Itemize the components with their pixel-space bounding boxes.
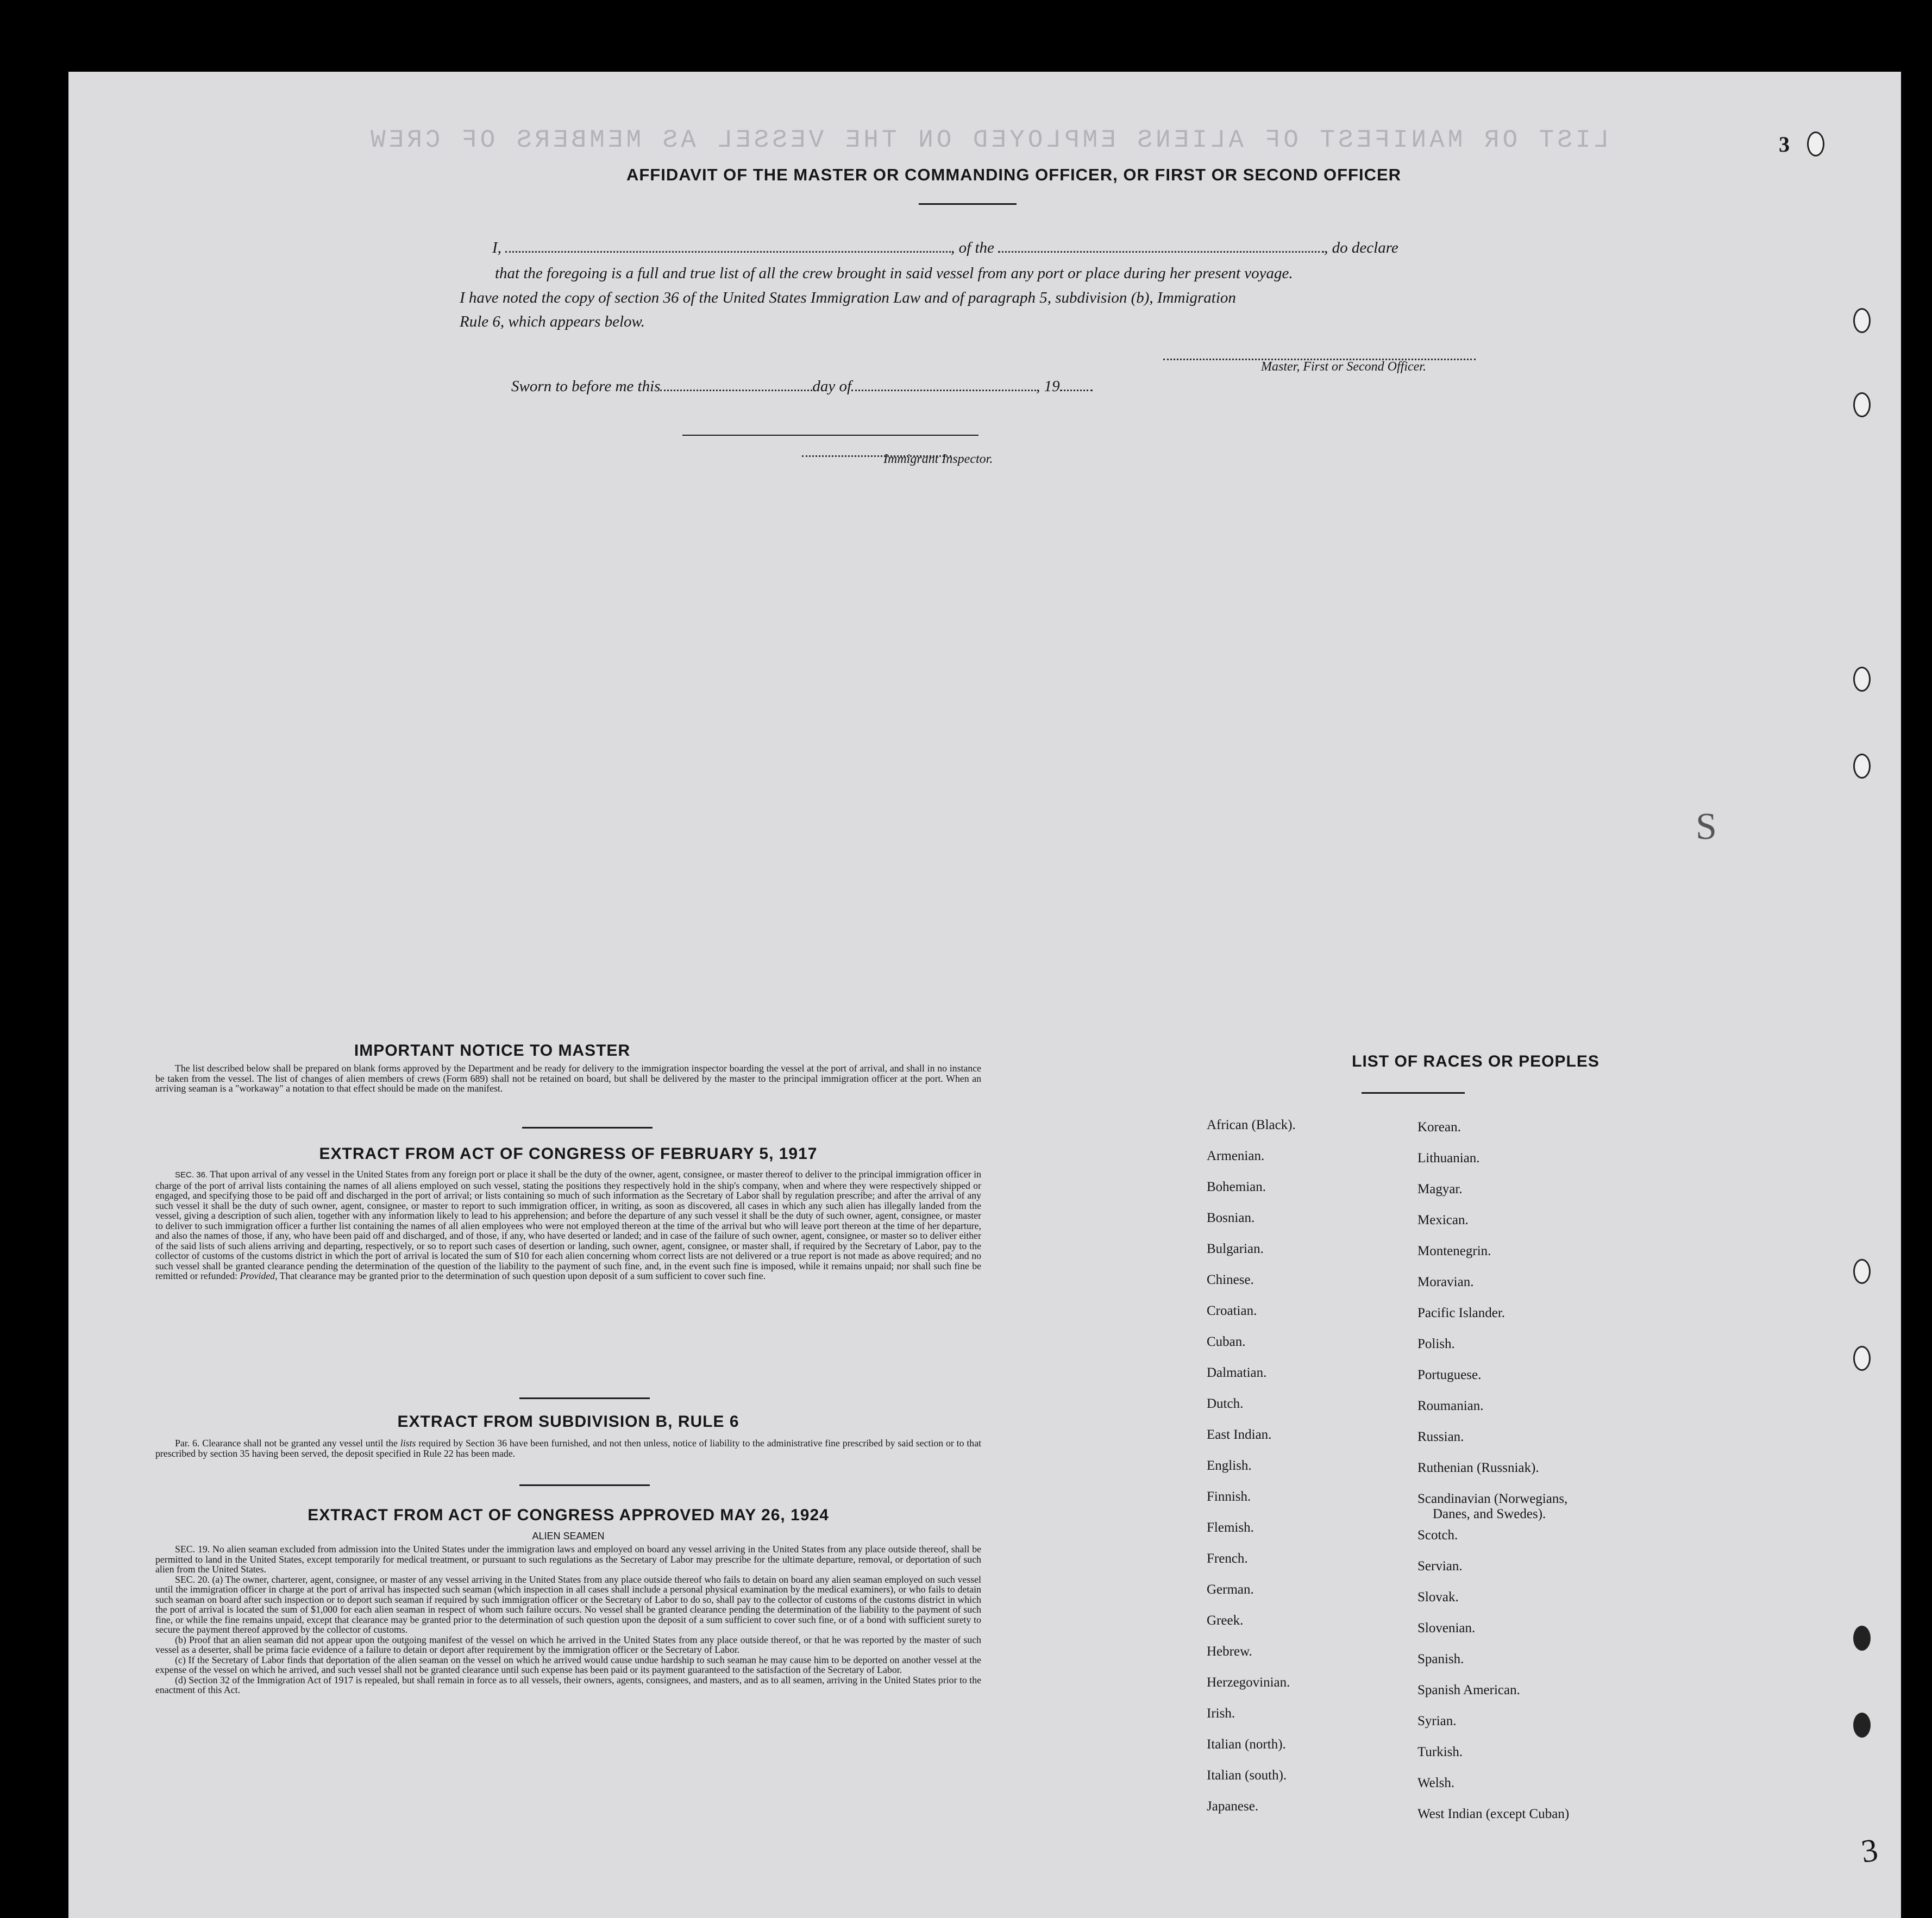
sworn-day-field[interactable] (660, 390, 812, 391)
race-item: West Indian (except Cuban) (1417, 1807, 1570, 1821)
sworn-label: Sworn to before me this (511, 378, 661, 395)
affidavit-statement-2: I have noted the copy of section 36 of the United States Immigration Law and of paragraph 5, subdivision (b), Immigration (460, 289, 1236, 306)
race-item: Spanish American. (1417, 1683, 1520, 1697)
affidavit-statement-3: Rule 6, which appears below. (460, 313, 645, 330)
race-item: Slovak. (1417, 1590, 1459, 1604)
extract-1924-title: EXTRACT FROM ACT OF CONGRESS APPROVED MAY 26, 1924 (308, 1506, 829, 1524)
race-item: Slovenian. (1417, 1621, 1476, 1635)
race-item: Pacific Islander. (1417, 1306, 1506, 1320)
affidavit-title-rule (919, 203, 1017, 205)
sec-20a-text: SEC. 20. (a) The owner, charterer, agent, consignee, or master of any vessel arriving in the United States from any place outside thereof who fails to detain on board any alien seaman employed on such vessel until the immigration officer in charge at the port of arrival has inspected such seaman (which inspection in all cases shall include a personal physical examination by the medical examiners), or who fails to detain such seaman on board after such inspection or to deport such seaman if required by such immigration officer or the Secretary of Labor to do so, shall pay to the collector of customs of the customs district in which the port of arrival is located the sum of $1,000 for each alien seaman in respect of whom such failure occurs. No vessel shall be granted clearance pending the determination of the liability to the payment of such fine, or while the fine remains unpaid, except that clearance may be granted prior to the determination of such question upon the deposit of a sum sufficient to cover such fine, or of a bond with sufficient surety to secure the payment thereof approved by the collector of customs. (155, 1574, 981, 1635)
race-item: Moravian. (1417, 1275, 1474, 1289)
race-item: Mexican. (1417, 1213, 1469, 1227)
race-item: Magyar. (1417, 1182, 1463, 1196)
race-item: East Indian. (1207, 1427, 1272, 1442)
race-item: Montenegrin. (1417, 1244, 1491, 1258)
race-item-line: Danes, and Swedes). (1433, 1507, 1546, 1521)
sworn-day-of-label: day of (812, 378, 852, 395)
punch-hole (1853, 1713, 1871, 1738)
race-item: Korean. (1417, 1120, 1461, 1134)
section-36-body: That upon arrival of any vessel in the United States from any foreign port or place it shall be the duty of the owner, agent, consignee, or master thereof to deliver to the principal immigration officer in charge of the port of arrival lists containing the names of all aliens employed on such vessel, stating the positions they respectively hold in the ship's company, when and where they were respectively shipped or engaged, and specifying those to be paid off and discharged in the port of arrival; or lists containing so much of such information as the Secretary of Labor shall by regulation prescribe; and after the arrival of any such vessel it shall be the duty of such owner, agent, consignee, or master to report to such immigration officer, in writing, as soon as discovered, all cases in which any such alien has illegally landed from the vessel, giving a description of such alien, together with any information likely to lead to his apprehension; and before the departure of any such vessel it shall be the duty of such owner, agent, consignee, or master to deliver to such immigration officer a further list containing the names of all alien employees who were not employed thereon at the time of the arrival but who will leave port thereon at the time of her departure, and also the names of those, if any, who have been paid off and discharged, and of those, if any, who have deserted or landed; and in case of the failure of such owner, agent, consignee, or master so to deliver either of the said lists of such aliens arriving and departing, respectively, or so to report such cases of desertion or landing, such owner, agent, consignee, or master shall, if required by the Secretary of Labor, pay to the collector of customs of the customs district in which the port of arrival is located the sum of $10 for each alien concerning whom correct lists are not delivered or a true report is not made as above required; and no such vessel shall be granted clearance pending the determination of the question of the liability to the payment of such fine, and, in the event such fine is imposed, while it remains unpaid; nor shall such fine be remitted or refunded: (155, 1169, 981, 1281)
affidavit-statement-1: that the foregoing is a full and true list of all the crew brought in said vessel from any port or place during her present voyage. (495, 265, 1293, 282)
master-signature-label: Master, First or Second Officer. (1261, 360, 1426, 374)
handwritten-margin-mark: S (1696, 806, 1717, 848)
vessel-name-field[interactable] (998, 251, 1324, 253)
punch-hole (1853, 667, 1871, 692)
race-item: Ruthenian (Russniak). (1417, 1461, 1539, 1475)
race-item: Dalmatian. (1207, 1365, 1267, 1380)
race-item: Finnish. (1207, 1489, 1251, 1504)
race-item: Welsh. (1417, 1776, 1455, 1790)
affidavit-declare-label: , do declare (1324, 239, 1398, 256)
race-item: Bohemian. (1207, 1180, 1266, 1194)
race-item: French. (1207, 1551, 1248, 1566)
punch-hole (1853, 308, 1871, 333)
race-item: Turkish. (1417, 1745, 1463, 1759)
race-item: English. (1207, 1458, 1252, 1473)
affidavit-i-label: I, (492, 239, 501, 256)
race-item: Russian. (1417, 1430, 1464, 1444)
sec-20d-text: (d) Section 32 of the Immigration Act of 1917 is repealed, but shall remain in force as to all vessels, their owners, agents, consignees, and masters, and as to all seamen, arriving in the United States prior to the enactment of this Act. (155, 1674, 981, 1695)
sec-20b-text: (b) Proof that an alien seaman did not appear upon the outgoing manifest of the vessel on which he arrived in the United States from any place outside thereof, or that he was reported by the master of such vessel as a deserter, shall be prima facie evidence of a failure to detain or deport after requirement by the immigration officer or the Secretary of Labor. (155, 1634, 981, 1655)
section-36-provided: Provided, (240, 1270, 278, 1281)
race-item: Bosnian. (1207, 1211, 1255, 1225)
race-item: Hebrew. (1207, 1644, 1252, 1659)
race-item-line: Scandinavian (Norwegians, (1417, 1491, 1568, 1506)
sec-20c-text: (c) If the Secretary of Labor finds that deportation of the alien seaman on the vessel on which he arrived would cause undue hardship to such seaman he may cause him to be deported on another vessel at the expense of the vessel on which he arrived, and such vessel shall not be granted clearance until such expense has been paid or its payment guaranteed to the satisfaction of the Secretary of Labor. (155, 1654, 981, 1675)
affidavit-declare-line (492, 240, 1546, 256)
handwritten-corner-mark: 3 (1779, 132, 1790, 156)
race-item: Servian. (1417, 1559, 1463, 1574)
race-item: Bulgarian. (1207, 1242, 1264, 1256)
race-item: Polish. (1417, 1337, 1455, 1351)
race-item: Chinese. (1207, 1273, 1254, 1287)
race-item: Italian (north). (1207, 1737, 1286, 1752)
race-item: Croatian. (1207, 1303, 1257, 1318)
races-column-1 (1207, 1118, 1413, 1830)
punch-hole (1853, 1259, 1871, 1284)
race-item: Syrian. (1417, 1714, 1457, 1728)
sworn-month-field[interactable] (851, 390, 1036, 391)
section-36-label: SEC. 36. (175, 1170, 208, 1180)
sworn-year-label: , 19 (1036, 378, 1060, 395)
alien-seamen-subtitle: ALIEN SEAMEN (532, 1531, 605, 1541)
affidavit-title: AFFIDAVIT OF THE MASTER OR COMMANDING OFFICER, OR FIRST OR SECOND OFFICER (626, 165, 1402, 184)
punch-hole (1853, 1346, 1871, 1371)
master-name-field[interactable] (505, 251, 951, 253)
extract-1924-body (155, 1544, 981, 1695)
race-item: Japanese. (1207, 1799, 1259, 1814)
race-item: Flemish. (1207, 1520, 1254, 1535)
sworn-year-field[interactable] (1060, 390, 1093, 391)
races-column-2 (1417, 1120, 1657, 1838)
extract-1917-divider (519, 1397, 650, 1399)
race-item: Greek. (1207, 1613, 1244, 1628)
punch-hole (1853, 392, 1871, 417)
race-item: Portuguese. (1417, 1368, 1482, 1382)
affidavit-of-the-label: , of the (951, 239, 994, 256)
race-item: German. (1207, 1582, 1254, 1597)
race-item: Armenian. (1207, 1149, 1265, 1163)
races-title-rule (1362, 1092, 1465, 1094)
extract-rule6-title: EXTRACT FROM SUBDIVISION B, RULE 6 (397, 1413, 739, 1431)
race-item (1417, 1491, 1657, 1528)
important-notice-title: IMPORTANT NOTICE TO MASTER (354, 1042, 631, 1060)
inspector-top-rule (682, 435, 978, 436)
sec-19-text: SEC. 19. No alien seaman excluded from admission into the United States under the immigration laws and employed on board any vessel arriving in the United States from any place outside thereof, shall be permitted to land in the United States, except temporarily for medical treatment, or pursuant to such regulations as the Secretary of Labor may prescribe for the ultimate departure, removal, or deportation of such alien from the United States. (155, 1544, 981, 1575)
race-item: Dutch. (1207, 1396, 1244, 1411)
document-sheet (68, 72, 1901, 1918)
par-6-body-b: required by Section 36 have been furnished, and not then unless, notice of liability to the administrative fine prescribed by said section or to that prescribed by section 35 having been served, the deposit specified in Rule 22 has been made. (155, 1438, 982, 1459)
inspector-label: Immigrant Inspector. (883, 452, 993, 466)
par-6-body-a: Clearance shall not be granted any vessel until the (202, 1438, 398, 1449)
important-notice-text: The list described below shall be prepared on blank forms approved by the Department and be ready for delivery to the immigration inspector boarding the vessel at the port of arrival, and shall in no instance be taken from the vessel. The list of changes of alien members of crews (Form 689) shall not be retained on board, but shall be delivered by the master to the principal immigration officer at the port. When an arriving seaman is a "workaway" a notation to that effect should be made on the manifest. (155, 1063, 981, 1094)
race-item: Lithuanian. (1417, 1151, 1480, 1165)
notice-divider (522, 1127, 653, 1129)
extract-1917-text (155, 1169, 981, 1281)
race-item: Herzegovinian. (1207, 1675, 1290, 1690)
extract-rule6-divider (519, 1484, 650, 1486)
extract-1917-title: EXTRACT FROM ACT OF CONGRESS OF FEBRUARY 5, 1917 (319, 1145, 818, 1163)
punch-hole (1853, 1626, 1871, 1651)
punch-hole (1853, 754, 1871, 779)
extract-rule6-text (155, 1438, 981, 1458)
handwritten-bottom-mark: 3 (1859, 1832, 1880, 1870)
race-item: African (Black). (1207, 1118, 1296, 1132)
punch-hole (1807, 131, 1824, 156)
par-6-label: Par. 6. (175, 1438, 200, 1449)
race-item: Irish. (1207, 1706, 1235, 1721)
race-item: Italian (south). (1207, 1768, 1287, 1783)
race-item: Roumanian. (1417, 1399, 1484, 1413)
races-title: LIST OF RACES OR PEOPLES (1352, 1052, 1599, 1070)
bleed-through-text: LIST OR MANIFEST OF ALIENS EMPLOYED ON THE VESSEL AS MEMBERS OF CREW (367, 126, 1609, 154)
sworn-line (511, 379, 1218, 394)
section-36-body-end: That clearance may be granted prior to the determination of such question upon deposit of a sum sufficient to cover such fine. (279, 1270, 766, 1281)
race-item: Cuban. (1207, 1334, 1246, 1349)
race-item: Scotch. (1417, 1528, 1458, 1543)
race-item: Spanish. (1417, 1652, 1464, 1666)
par-6-lists: lists (400, 1438, 416, 1449)
